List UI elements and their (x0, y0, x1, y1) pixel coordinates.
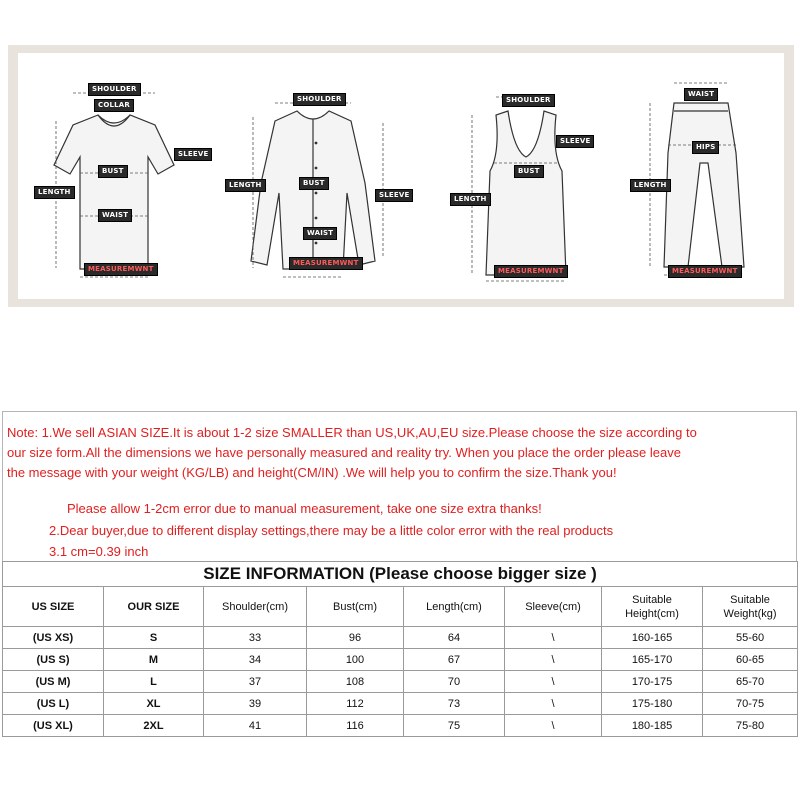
tank-sleeve-label: SLEEVE (556, 135, 594, 148)
note-line-4: Please allow 1-2cm error due to manual measurement, take one size extra thanks! (67, 501, 542, 516)
table-row (3, 715, 798, 737)
cell-sleeve: \ (505, 649, 602, 671)
cell-shoulder: 39 (204, 693, 307, 715)
cell-height: 160-165 (602, 627, 703, 649)
header-weight (703, 587, 798, 627)
cell-height: 165-170 (602, 649, 703, 671)
header-weight-line1: Suitable (730, 593, 770, 606)
tank-bust-label: BUST (514, 165, 544, 178)
cell-bust: 116 (307, 715, 404, 737)
cell-shoulder: 37 (204, 671, 307, 693)
cell-shoulder: 34 (204, 649, 307, 671)
table-row (3, 671, 798, 693)
shirt-waist-label: WAIST (303, 227, 337, 240)
pants-length-label: LENGTH (630, 179, 671, 192)
cell-bust: 112 (307, 693, 404, 715)
shirt-bust-label: BUST (299, 177, 329, 190)
cell-height: 175-180 (602, 693, 703, 715)
cell-length: 64 (404, 627, 505, 649)
measurement-guide-area (18, 53, 784, 299)
cell-height: 170-175 (602, 671, 703, 693)
tank-diagram (438, 53, 608, 299)
tshirt-bust-label: BUST (98, 165, 128, 178)
header-height-line2: Height(cm) (625, 607, 679, 620)
cell-length: 70 (404, 671, 505, 693)
tshirt-diagram (18, 53, 218, 299)
pants-diagram (618, 53, 784, 299)
table-header-row (3, 587, 798, 627)
pants-measurement-label: MEASUREMWNT (668, 265, 742, 278)
pants-waist-label: WAIST (684, 88, 718, 101)
tank-shoulder-label: SHOULDER (502, 94, 555, 107)
cell-shoulder: 41 (204, 715, 307, 737)
cell-height: 180-185 (602, 715, 703, 737)
tshirt-waist-label: WAIST (98, 209, 132, 222)
cell-bust: 100 (307, 649, 404, 671)
cell-us-size: (US M) (3, 671, 104, 693)
tshirt-shoulder-label: SHOULDER (88, 83, 141, 96)
cell-our-size: S (104, 627, 204, 649)
cell-sleeve: \ (505, 715, 602, 737)
cell-our-size: L (104, 671, 204, 693)
cell-sleeve: \ (505, 671, 602, 693)
tshirt-length-label: LENGTH (34, 186, 75, 199)
header-height (602, 587, 703, 627)
note-line-5: 2.Dear buyer,due to different display settings,there may be a little color error with the real products (49, 523, 614, 538)
table-row (3, 627, 798, 649)
table-row (3, 693, 798, 715)
note-line-6: 3.1 cm=0.39 inch (49, 544, 149, 559)
tank-length-label: LENGTH (450, 193, 491, 206)
cell-our-size: M (104, 649, 204, 671)
header-our-size: OUR SIZE (104, 587, 204, 627)
note-line-2: our size form.All the dimensions we have personally measured and reality try. When you place the order please leave (7, 445, 681, 460)
header-us-size: US SIZE (3, 587, 104, 627)
note-line-3: the message with your weight (KG/LB) and height(CM/IN) .We will help you to confirm the size.Thank you! (7, 465, 617, 480)
table-row (3, 649, 798, 671)
cell-weight: 75-80 (703, 715, 798, 737)
header-sleeve: Sleeve(cm) (505, 587, 602, 627)
cell-weight: 55-60 (703, 627, 798, 649)
tshirt-sleeve-label: SLEEVE (174, 148, 212, 161)
header-length: Length(cm) (404, 587, 505, 627)
header-height-line1: Suitable (632, 593, 672, 606)
table-title: SIZE INFORMATION (Please choose bigger size ) (3, 562, 798, 587)
shirt-diagram (223, 53, 408, 299)
cell-us-size: (US S) (3, 649, 104, 671)
cell-length: 73 (404, 693, 505, 715)
cell-bust: 96 (307, 627, 404, 649)
size-table (2, 561, 798, 737)
tank-measurement-label: MEASUREMWNT (494, 265, 568, 278)
cell-shoulder: 33 (204, 627, 307, 649)
cell-weight: 65-70 (703, 671, 798, 693)
note-line-1: Note: 1.We sell ASIAN SIZE.It is about 1-2 size SMALLER than US,UK,AU,EU size.Please choose the size according to (7, 425, 697, 440)
cell-length: 67 (404, 649, 505, 671)
cell-sleeve: \ (505, 693, 602, 715)
cell-weight: 60-65 (703, 649, 798, 671)
tshirt-collar-label: COLLAR (94, 99, 134, 112)
notes-box (2, 411, 797, 561)
cell-weight: 70-75 (703, 693, 798, 715)
cell-sleeve: \ (505, 627, 602, 649)
shirt-sleeve-label: SLEEVE (375, 189, 413, 202)
pants-hips-label: HIPS (692, 141, 719, 154)
measurement-guide-panel (8, 45, 794, 307)
shirt-length-label: LENGTH (225, 179, 266, 192)
shirt-measurement-label: MEASUREMWNT (289, 257, 363, 270)
shirt-shoulder-label: SHOULDER (293, 93, 346, 106)
cell-us-size: (US L) (3, 693, 104, 715)
header-bust: Bust(cm) (307, 587, 404, 627)
header-weight-line2: Weight(kg) (723, 607, 777, 620)
cell-us-size: (US XL) (3, 715, 104, 737)
header-shoulder: Shoulder(cm) (204, 587, 307, 627)
cell-bust: 108 (307, 671, 404, 693)
cell-our-size: 2XL (104, 715, 204, 737)
cell-our-size: XL (104, 693, 204, 715)
tshirt-measurement-label: MEASUREMWNT (84, 263, 158, 276)
cell-length: 75 (404, 715, 505, 737)
cell-us-size: (US XS) (3, 627, 104, 649)
